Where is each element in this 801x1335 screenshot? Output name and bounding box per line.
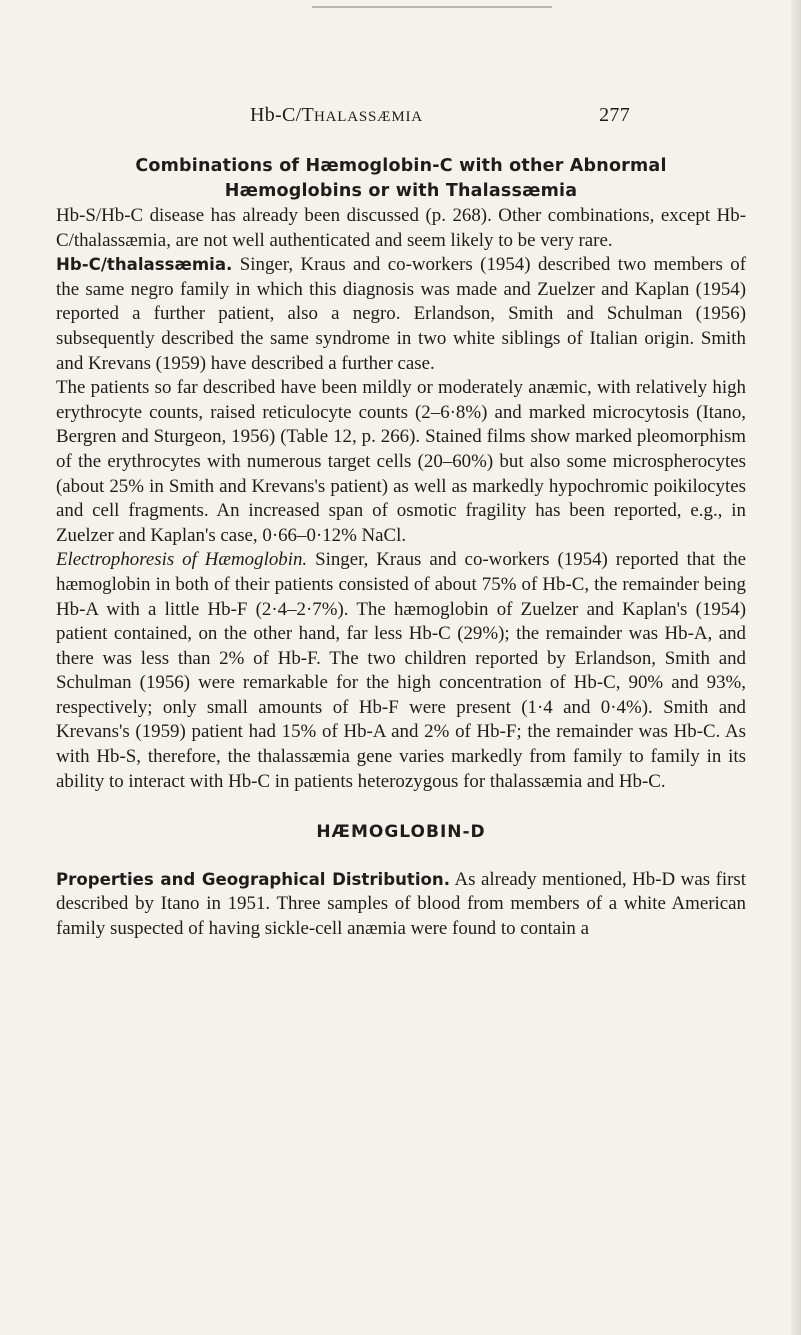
page-number: 277 [599, 104, 630, 126]
paragraph-text-properties: As already mentioned, Hb-D was first described by Itano in 1951. Three samples of blood from members of a white American family suspected of having sickle-cell anæmia were found to contain a [56, 868, 747, 940]
page-edge-shadow [791, 0, 801, 1335]
running-head-title-prefix: Hb-C/T [250, 104, 315, 126]
paragraph-patients: The patients so far described have been mildly or moderately anæmic, with relatively high erythrocyte counts, raised reticulocyte counts (2–6·8%) and marked microcytosis (Itano, Bergren and Sturgeon, 1956) (Table 12, p. 266). Stained films show marked pleomorphism of the erythrocytes with numerous target cells (20–60%) but also some microspherocytes (about 25% in Smith and Krevans's patient) as well as markedly hypochromic poikilocytes and cell fragments. An increased span of osmotic fragility has been reported, e.g., in Zuelzer and Kaplan's case, 0·66–0·12% NaCl. [56, 377, 746, 546]
paragraph-lead-electrophoresis: Electrophoresis of Hæmoglobin. [56, 549, 308, 571]
paragraph-electrophoresis [56, 548, 746, 794]
top-rule [312, 6, 552, 8]
chapter-heading: HÆMOGLOBIN-D [316, 822, 486, 843]
running-head-title-smallcaps: HALASSÆMIA [314, 109, 423, 125]
paragraph-lead-properties: Properties and Geographical Distribution. [56, 869, 451, 889]
paragraph-text-hb-c-thalassaemia: Singer, Kraus and co-workers (1954) described two members of the same negro family in which this diagnosis was made and Zuelzer and Kaplan (1954) reported a further patient, also a negro. Erlandson, Smith and Schulman (1956) subsequently described the same syndrome in two white siblings of Italian origin. Smith and Krevans (1959) have described a further case. [56, 254, 746, 374]
page-body [56, 154, 746, 942]
section-heading-line-2: Hæmoglobins or with Thalassæmia [224, 181, 578, 201]
paragraph-properties [56, 868, 746, 942]
running-head-title [250, 104, 423, 127]
paragraph-lead-hb-c-thalassaemia: Hb-C/thalassæmia. [56, 255, 233, 275]
section-heading [56, 154, 746, 204]
section-heading-line-1: Combinations of Hæmoglobin-C with other Abnormal [135, 156, 667, 176]
paragraph-combinations: Hb-S/Hb-C disease has already been discussed (p. 268). Other combinations, except Hb-C/thalassæmia, are not well authenticated and seem likely to be very rare. [56, 205, 746, 251]
paragraph-hb-c-thalassaemia [56, 253, 746, 376]
paragraph-text-electrophoresis: Singer, Kraus and co-workers (1954) reported that the hæmoglobin in both of their patients consisted of about 75% of Hb-C, the remainder being Hb-A with a little Hb-F (2·4–2·7%). The hæmoglobin of Zuelzer and Kaplan's (1954) patient contained, on the other hand, far less Hb-C (29%); the remainder was Hb-A, and there was less than 2% of Hb-F. The two children reported by Erlandson, Smith and Schulman (1956) were remarkable for the high concentration of Hb-C, 90% and 93%, respectively; only small amounts of Hb-F were present (1·4 and 0·4%). Smith and Krevans's (1959) patient had 15% of Hb-A and 2% of Hb-F; the remainder was Hb-C. As with Hb-S, therefore, the thalassæmia gene varies markedly from family to family in its ability to interact with Hb-C in patients heterozygous for thalassæmia and Hb-C. [56, 549, 746, 792]
